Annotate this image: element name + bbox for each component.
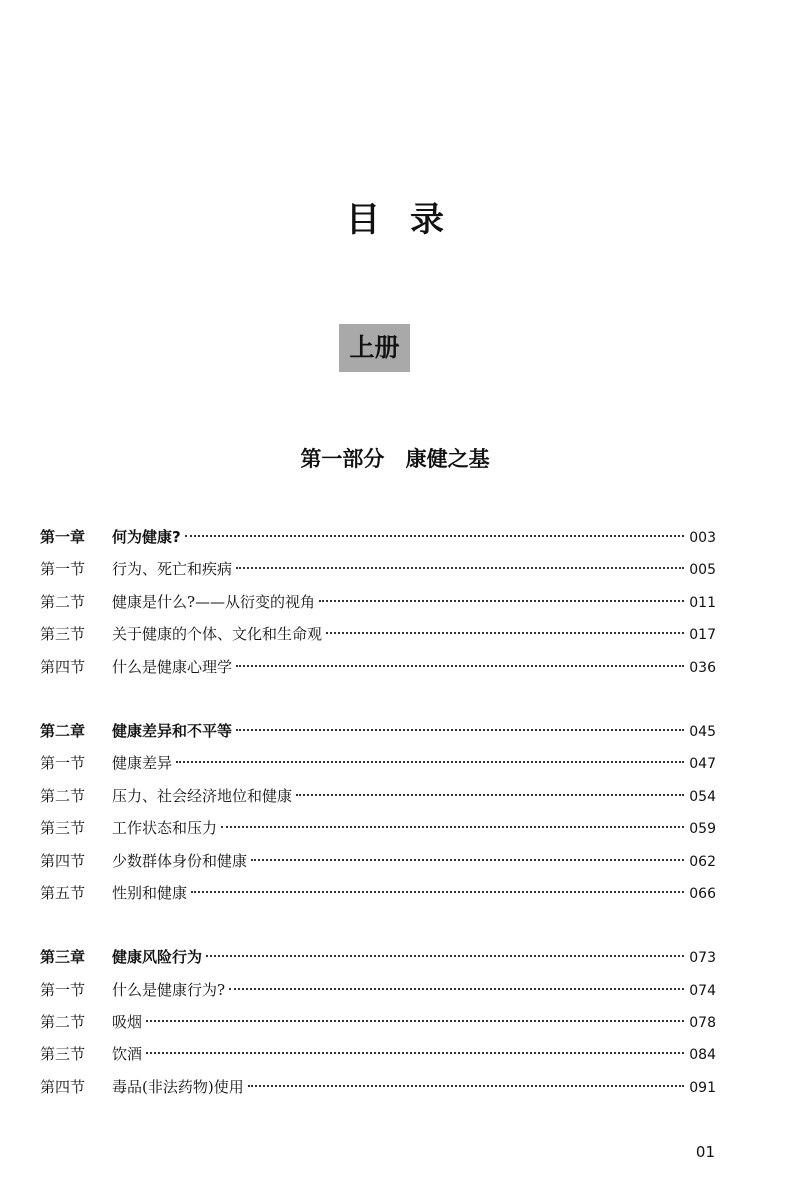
entry-page: 073 (689, 950, 716, 967)
entry-page: 084 (689, 1047, 716, 1064)
entry-title: 性别和健康 (112, 883, 188, 902)
chapter-entry[interactable] (40, 941, 716, 973)
entry-number: 第四节 (40, 851, 86, 870)
dot-leader (236, 665, 684, 667)
entry-title: 健康风险行为 (112, 948, 203, 967)
dot-leader (326, 632, 684, 634)
entry-title: 行为、死亡和疾病 (112, 560, 233, 579)
entry-title: 何为健康? (112, 528, 181, 546)
entry-title: 工作状态和压力 (112, 819, 218, 838)
entry-title: 什么是健康行为? (112, 980, 226, 999)
chapter-block (40, 521, 716, 683)
entry-page: 047 (689, 756, 716, 773)
dot-leader (319, 600, 684, 602)
chapter-entry[interactable] (40, 715, 716, 747)
dot-leader (221, 826, 684, 828)
dot-leader (248, 1085, 684, 1087)
chapter-block (40, 715, 716, 909)
entry-number: 第五节 (40, 883, 86, 902)
entry-page: 045 (689, 723, 716, 740)
entry-page: 091 (689, 1079, 716, 1096)
entry-page: 074 (689, 982, 716, 999)
dot-leader (251, 859, 684, 861)
entry-number: 第一节 (40, 754, 86, 773)
chapter-entry[interactable] (40, 521, 716, 553)
entry-number: 第一节 (40, 980, 86, 999)
entry-title: 健康差异 (112, 754, 173, 773)
entry-title: 毒品(非法药物)使用 (112, 1077, 244, 1096)
entry-number: 第三章 (40, 948, 86, 967)
dot-leader (176, 761, 684, 763)
entry-title: 饮酒 (112, 1045, 143, 1064)
entry-page: 003 (689, 530, 716, 546)
entry-number: 第三节 (40, 1045, 86, 1064)
entry-title: 吸烟 (112, 1013, 143, 1032)
entry-number: 第一章 (40, 528, 86, 546)
section-entry[interactable] (40, 651, 716, 683)
chapter-block (40, 941, 716, 1103)
section-entry[interactable] (40, 1071, 716, 1103)
section-entry[interactable] (40, 780, 716, 812)
entry-title: 什么是健康心理学 (112, 657, 233, 676)
section-entry[interactable] (40, 1006, 716, 1038)
section-entry[interactable] (40, 586, 716, 618)
entry-number: 第一节 (40, 560, 86, 579)
entry-page: 011 (689, 594, 716, 611)
dot-leader (185, 535, 684, 537)
section-entry[interactable] (40, 974, 716, 1006)
dot-leader (229, 988, 684, 990)
entry-number: 第四节 (40, 657, 86, 676)
section-entry[interactable] (40, 845, 716, 877)
entry-title: 健康是什么?——从衍变的视角 (112, 592, 316, 611)
entry-title: 健康差异和不平等 (112, 721, 233, 740)
entry-page: 036 (689, 659, 716, 676)
entry-number: 第三节 (40, 819, 86, 838)
entry-number: 第四节 (40, 1077, 86, 1096)
section-entry[interactable] (40, 618, 716, 650)
entry-page: 078 (689, 1015, 716, 1032)
entry-page: 062 (689, 853, 716, 870)
dot-leader (296, 794, 684, 796)
entry-page: 054 (689, 788, 716, 805)
entry-page: 059 (689, 821, 716, 838)
section-entry[interactable] (40, 1038, 716, 1070)
entry-title: 压力、社会经济地位和健康 (112, 786, 293, 805)
dot-leader (146, 1020, 684, 1022)
entry-number: 第二节 (40, 1013, 86, 1032)
section-entry[interactable] (40, 747, 716, 779)
table-of-contents (40, 521, 716, 1135)
dot-leader (191, 891, 684, 893)
page-title: 目录 (346, 200, 474, 240)
entry-number: 第三节 (40, 625, 86, 644)
part-heading: 第一部分 康健之基 (300, 446, 490, 471)
entry-number: 第二节 (40, 786, 86, 805)
page-number: 01 (695, 1143, 715, 1161)
dot-leader (236, 729, 684, 731)
dot-leader (206, 955, 684, 957)
volume-label: 上册 (339, 324, 410, 372)
section-entry[interactable] (40, 877, 716, 909)
entry-title: 少数群体身份和健康 (112, 851, 248, 870)
section-entry[interactable] (40, 812, 716, 844)
dot-leader (146, 1052, 684, 1054)
entry-page: 066 (689, 885, 716, 902)
entry-page: 017 (689, 627, 716, 644)
entry-number: 第二节 (40, 592, 86, 611)
entry-page: 005 (689, 562, 716, 579)
entry-title: 关于健康的个体、文化和生命观 (112, 625, 323, 644)
section-entry[interactable] (40, 553, 716, 585)
entry-number: 第二章 (40, 721, 86, 740)
dot-leader (236, 567, 684, 569)
